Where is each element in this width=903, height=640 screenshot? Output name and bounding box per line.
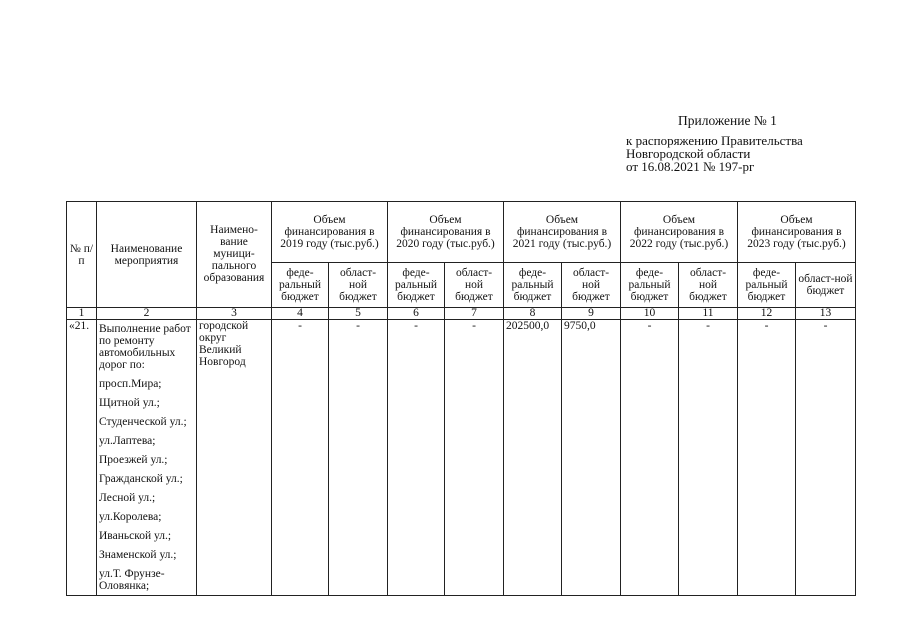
header-regional: област-ной бюджет (562, 263, 621, 308)
street-item: ул.Лаптева; (99, 435, 156, 447)
street-item: ул.Т. Фрунзе-Оловянка; (99, 568, 165, 592)
header-regional: област-ной бюджет (679, 263, 738, 308)
municipality-cell: городской округ Великий Новгород (197, 320, 272, 596)
header-federal: феде-ральный бюджет (738, 263, 796, 308)
header-num: № п/п (67, 202, 97, 308)
header-federal: феде-ральный бюджет (504, 263, 562, 308)
header-year-2019: Объем финансирования в 2019 году (тыс.руб.) (272, 202, 388, 263)
header-year-2023: Объем финансирования в 2023 году (тыс.руб.) (738, 202, 856, 263)
column-number: 12 (738, 308, 796, 320)
column-number: 5 (329, 308, 388, 320)
street-item: Гражданской ул.; (99, 473, 183, 485)
street-item: просп.Мира; (99, 378, 162, 390)
street-item: Лесной ул.; (99, 492, 156, 504)
column-number: 13 (796, 308, 856, 320)
value-2023-regional: - (796, 320, 856, 596)
value-2021-federal: 202500,0 (504, 320, 562, 596)
financing-table (66, 201, 856, 596)
value-2020-regional: - (445, 320, 504, 596)
column-number: 9 (562, 308, 621, 320)
column-number: 11 (679, 308, 738, 320)
header-year-2020: Объем финансирования в 2020 году (тыс.руб.) (388, 202, 504, 263)
column-number: 4 (272, 308, 329, 320)
street-item: ул.Королева; (99, 511, 162, 523)
header-federal: феде-ральный бюджет (621, 263, 679, 308)
value-2022-regional: - (679, 320, 738, 596)
header-federal: феде-ральный бюджет (272, 263, 329, 308)
appendix-line: Новгородской области (626, 146, 751, 161)
header-regional: област-ной бюджет (445, 263, 504, 308)
value-2020-federal: - (388, 320, 445, 596)
value-2023-federal: - (738, 320, 796, 596)
event-cell (97, 320, 197, 596)
row-number: «21. (67, 320, 97, 596)
street-item: Проезжей ул.; (99, 454, 168, 466)
header-event: Наименование мероприятия (97, 202, 197, 308)
street-item: Иваньской ул.; (99, 530, 172, 542)
column-number: 7 (445, 308, 504, 320)
appendix-header (626, 114, 896, 173)
header-municipality: Наимено-вание муници-пального образования (197, 202, 272, 308)
street-item: Знаменской ул.; (99, 549, 177, 561)
value-2019-federal: - (272, 320, 329, 596)
header-year-2021: Объем финансирования в 2021 году (тыс.руб.) (504, 202, 621, 263)
column-number-row (67, 308, 856, 320)
event-intro: Выполнение работ по ремонту автомобильных дорог по: (99, 323, 191, 371)
appendix-title: Приложение № 1 (678, 113, 777, 128)
appendix-line: к распоряжению Правительства (626, 133, 803, 148)
column-number: 8 (504, 308, 562, 320)
column-number: 10 (621, 308, 679, 320)
column-number: 2 (97, 308, 197, 320)
value-2021-regional: 9750,0 (562, 320, 621, 596)
street-item: Студенческой ул.; (99, 416, 187, 428)
column-number: 1 (67, 308, 97, 320)
header-regional: област-ной бюджет (329, 263, 388, 308)
table-row (67, 320, 856, 596)
header-year-2022: Объем финансирования в 2022 году (тыс.руб.) (621, 202, 738, 263)
street-item: Щитной ул.; (99, 397, 160, 409)
header-federal: феде-ральный бюджет (388, 263, 445, 308)
value-2022-federal: - (621, 320, 679, 596)
column-number: 6 (388, 308, 445, 320)
column-number: 3 (197, 308, 272, 320)
header-regional: област-ной бюджет (796, 263, 856, 308)
value-2019-regional: - (329, 320, 388, 596)
appendix-line: от 16.08.2021 № 197-рг (626, 159, 755, 174)
